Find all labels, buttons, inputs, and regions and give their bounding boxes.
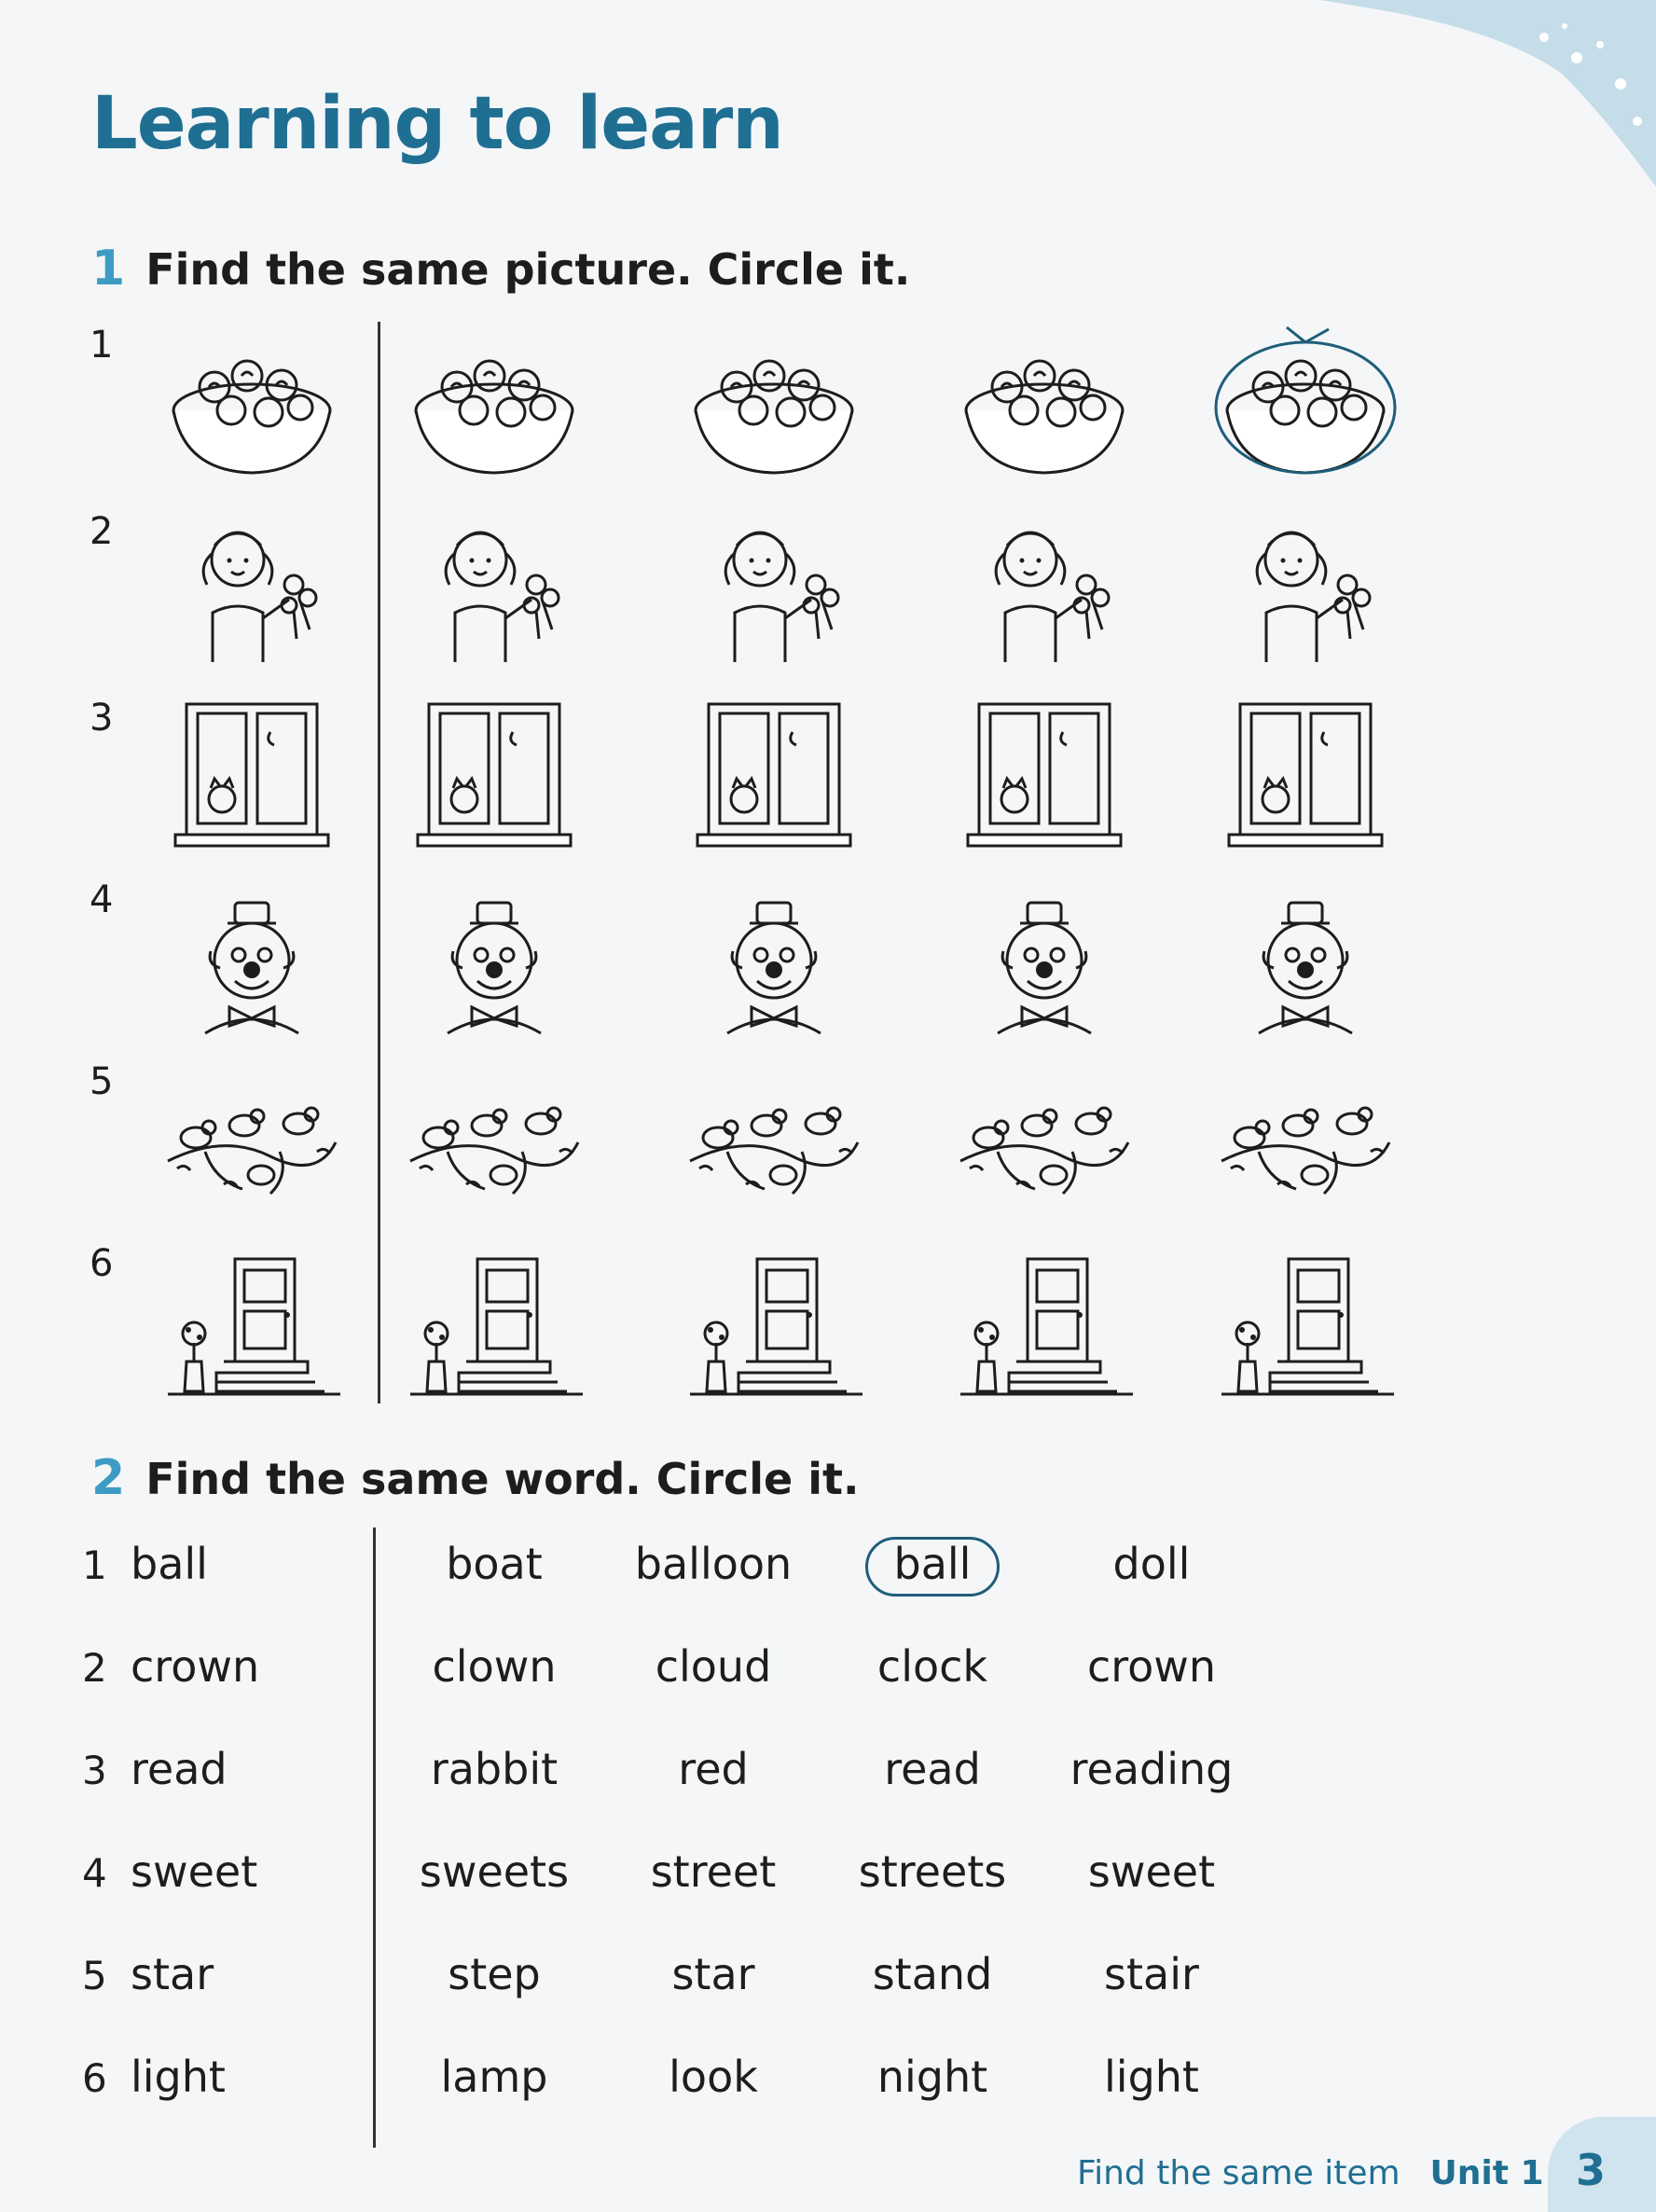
target-word-text: star: [131, 1949, 214, 1999]
footer: [1077, 2154, 1544, 2192]
picture-option[interactable]: [1212, 508, 1399, 667]
girl-with-flowers-icon: [159, 508, 345, 667]
door-and-steps-icon: [159, 1240, 345, 1399]
picture-option[interactable]: [401, 1058, 587, 1217]
clown-icon: [951, 877, 1138, 1035]
word-row: [82, 1744, 1294, 1809]
window-icon: [401, 695, 587, 853]
target-word: [82, 1539, 208, 1589]
footer-unit: Unit 1: [1429, 2154, 1544, 2192]
sweets-bowl-icon: [1212, 322, 1399, 480]
word-option[interactable]: star: [671, 1949, 755, 1999]
girl-with-flowers-icon: [401, 508, 587, 667]
target-word-text: sweet: [131, 1846, 258, 1897]
word-option[interactable]: crown: [1086, 1641, 1217, 1692]
picture-option[interactable]: [951, 322, 1138, 480]
picture-option[interactable]: [681, 877, 867, 1035]
window-icon: [1212, 695, 1399, 853]
target-word: [82, 1641, 259, 1692]
birds-on-branch-icon: [159, 1058, 345, 1217]
word-option[interactable]: light: [1104, 2052, 1199, 2102]
word-option[interactable]: read: [884, 1744, 981, 1794]
word-row: [82, 1539, 1294, 1604]
picture-option[interactable]: [951, 1058, 1138, 1217]
exercise-1-instruction: Find the same picture. Circle it.: [145, 244, 911, 295]
sweets-bowl-icon: [951, 322, 1138, 480]
birds-on-branch-icon: [401, 1058, 587, 1217]
birds-on-branch-icon: [1212, 1058, 1399, 1217]
word-row-number: 4: [82, 1850, 107, 1896]
picture-option[interactable]: [159, 508, 345, 667]
word-option[interactable]: lamp: [440, 2052, 548, 2102]
window-icon: [159, 695, 345, 853]
word-row-number: 5: [82, 1953, 107, 1998]
sweets-bowl-icon: [681, 322, 867, 480]
exercise-2-number: 2: [91, 1450, 126, 1506]
birds-on-branch-icon: [681, 1058, 867, 1217]
picture-row-number: 3: [90, 697, 114, 740]
word-row: [82, 2052, 1294, 2117]
exercise-1-number: 1: [91, 241, 126, 297]
word-option[interactable]: doll: [1112, 1539, 1191, 1589]
picture-option[interactable]: [681, 1058, 867, 1217]
word-option[interactable]: rabbit: [430, 1744, 559, 1794]
clown-icon: [159, 877, 345, 1035]
target-word-text: read: [131, 1744, 228, 1794]
picture-option[interactable]: [681, 695, 867, 853]
exercise-1-heading: [91, 241, 910, 297]
picture-row-number: 1: [90, 324, 114, 366]
word-option[interactable]: sweets: [419, 1846, 570, 1897]
picture-option[interactable]: [401, 508, 587, 667]
picture-option[interactable]: [1212, 322, 1399, 480]
clown-icon: [401, 877, 587, 1035]
exercise-2-instruction: Find the same word. Circle it.: [145, 1454, 860, 1504]
picture-option[interactable]: [401, 322, 587, 480]
word-row-number: 2: [82, 1645, 107, 1691]
word-option[interactable]: street: [650, 1846, 777, 1897]
picture-option[interactable]: [951, 508, 1138, 667]
exercise-2-heading: [91, 1450, 859, 1506]
word-option[interactable]: cloud: [655, 1641, 772, 1692]
word-row: [82, 1949, 1294, 2014]
word-option[interactable]: streets: [858, 1846, 1007, 1897]
word-option[interactable]: clock: [876, 1641, 988, 1692]
picture-option[interactable]: [159, 695, 345, 853]
word-option[interactable]: reading: [1070, 1744, 1234, 1794]
target-word: [82, 1744, 228, 1794]
door-and-steps-icon: [401, 1240, 587, 1399]
picture-option[interactable]: [401, 695, 587, 853]
word-row-number: 6: [82, 2055, 107, 2101]
word-option[interactable]: balloon: [634, 1539, 793, 1589]
girl-with-flowers-icon: [1212, 508, 1399, 667]
footer-section: Find the same item: [1077, 2154, 1401, 2192]
clown-icon: [681, 877, 867, 1035]
target-word: [82, 1949, 214, 1999]
exercise-1-divider: [378, 322, 380, 1403]
girl-with-flowers-icon: [951, 508, 1138, 667]
word-option[interactable]: sweet: [1087, 1846, 1216, 1897]
target-word-text: ball: [131, 1539, 208, 1589]
door-and-steps-icon: [951, 1240, 1138, 1399]
word-option[interactable]: clown: [432, 1641, 557, 1692]
picture-option[interactable]: [159, 1240, 345, 1399]
picture-option[interactable]: [1212, 1058, 1399, 1217]
picture-option[interactable]: [681, 1240, 867, 1399]
page-number: 3: [1576, 2145, 1607, 2195]
word-row-number: 1: [82, 1542, 107, 1588]
target-word: [82, 1846, 257, 1897]
page-title: Learning to learn: [91, 82, 783, 166]
window-icon: [681, 695, 867, 853]
picture-row-number: 6: [90, 1242, 114, 1285]
decorative-corner: [1320, 0, 1656, 187]
picture-option[interactable]: [159, 1058, 345, 1217]
girl-with-flowers-icon: [681, 508, 867, 667]
target-word: [82, 2052, 226, 2102]
clown-icon: [1212, 877, 1399, 1035]
picture-row-number: 5: [90, 1060, 114, 1103]
target-word-text: light: [131, 2052, 226, 2102]
word-row-number: 3: [82, 1748, 107, 1793]
picture-option[interactable]: [951, 1240, 1138, 1399]
picture-option[interactable]: [1212, 1240, 1399, 1399]
door-and-steps-icon: [1212, 1240, 1399, 1399]
word-option[interactable]: ball: [839, 1539, 1026, 1589]
word-option[interactable]: step: [448, 1949, 541, 1999]
word-option[interactable]: boat: [446, 1539, 543, 1589]
word-row: [82, 1641, 1294, 1707]
word-option[interactable]: stand: [872, 1949, 993, 1999]
picture-option[interactable]: [159, 322, 345, 480]
window-icon: [951, 695, 1138, 853]
picture-option[interactable]: [951, 695, 1138, 853]
picture-option[interactable]: [1212, 877, 1399, 1035]
birds-on-branch-icon: [951, 1058, 1138, 1217]
word-row: [82, 1846, 1294, 1912]
word-option[interactable]: look: [669, 2052, 758, 2102]
picture-row-number: 4: [90, 878, 114, 921]
sweets-bowl-icon: [401, 322, 587, 480]
door-and-steps-icon: [681, 1240, 867, 1399]
picture-option[interactable]: [681, 508, 867, 667]
word-option[interactable]: night: [876, 2052, 988, 2102]
picture-option[interactable]: [1212, 695, 1399, 853]
picture-option[interactable]: [681, 322, 867, 480]
picture-row-number: 2: [90, 510, 114, 553]
picture-option[interactable]: [159, 877, 345, 1035]
picture-option[interactable]: [401, 877, 587, 1035]
sweets-bowl-icon: [159, 322, 345, 480]
word-option[interactable]: red: [678, 1744, 749, 1794]
picture-option[interactable]: [951, 877, 1138, 1035]
word-option[interactable]: stair: [1104, 1949, 1199, 1999]
target-word-text: crown: [131, 1641, 260, 1692]
picture-option[interactable]: [401, 1240, 587, 1399]
